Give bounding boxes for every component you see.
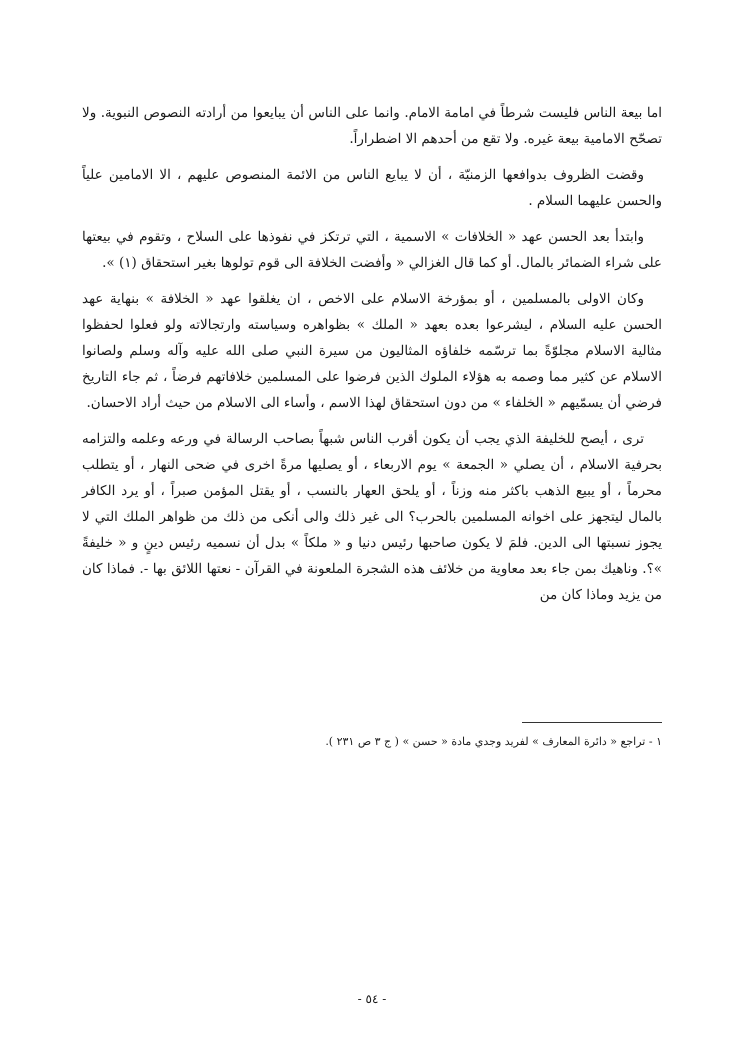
page-number: - ٥٤ - (357, 992, 387, 1006)
paragraph-1: اما بيعة الناس فليست شرطاً في امامة الامام. وانما على الناس أن يبايعوا من أرادته النصوص النبوية. ولا تصحّح الامامية بيعة غيره. ولا تقع من أحدهم الا اضطراراً. (82, 105, 662, 147)
paragraph-5: ترى ، أيصح للخليفة الذي يجب أن يكون أقرب الناس شبهاً بصاحب الرسالة في ورعه وعلمه والتزامه بحرفية الاسلام ، أن يصلي « الجمعة » يوم الاربعاء ، أو يصليها مرةً اخرى في ضحى النهار ، أو يتطلب محرماً ، أو يبيع الذهب باكثر منه وزناً ، أو يلحق العهار بالنسب ، أو يقتل المؤمن صبراً ، أو يرد الكافر بالمال ليتجهز على اخوانه المسلمين بالحرب؟ الى غير ذلك والى أنكى من ذلك من ظواهر الملك التي لا يجوز نسبتها الى الدين. فلمَ لا يكون صاحبها رئيس دنيا و « ملكاً » بدل أن نسميه رئيس دينٍ و « خليفةً »؟. وناهيك بمن جاء بعد معاوية من خلائف هذه الشجرة الملعونة في القرآن - نعتها اللائق بها -. فماذا كان من يزيد وماذا كان من (82, 431, 662, 603)
footnote: ١ - تراجع « دائرة المعارف » لفريد وجدي مادة « حسن » ( ج ٣ ص ٢٣١ ). (325, 735, 662, 748)
paragraph-3: وابتدأ بعد الحسن عهد « الخلافات » الاسمية ، التي ترتكز في نفوذها على السلاح ، وتقوم في بيعتها على شراء الضمائر بالمال. أو كما قال الغزالي « وأفضت الخلافة الى قوم تولوها بغير استحقاق (١) ». (82, 229, 662, 271)
paragraph-4: وكان الاولى بالمسلمين ، أو بمؤرخة الاسلام على الاخص ، ان يغلقوا عهد « الخلافة » بنهاية عهد الحسن عليه السلام ، ليشرعوا بعده بعهد « الملك » بظواهره وسياسته وارتجالاته ولو فعلوا لحفظوا مثالية الاسلام مجلوّةً بما ترسّمه خلفاؤه المثاليون من سيرة النبي صلى الله عليه وآله وسلم ولصانوا الاسلام عن كثير مما وصمه به هؤلاء الملوك الذين فرضوا على المسلمين خلافاتهم فرضاً ، ثم جاء التاريخ فرضي أن يسمّيهم « الخلفاء » من دون استحقاق لهذا الاسم ، وأساء الى الاسلام من حيث أراد الاحسان. (82, 291, 662, 411)
footnote-divider (522, 722, 662, 723)
body-text (82, 100, 662, 618)
paragraph-2: وقضت الظروف بدوافعها الزمنيّة ، أن لا يبايع الناس من الائمة المنصوص عليهم ، الا الامامين علياً والحسن عليهما السلام . (82, 167, 662, 209)
